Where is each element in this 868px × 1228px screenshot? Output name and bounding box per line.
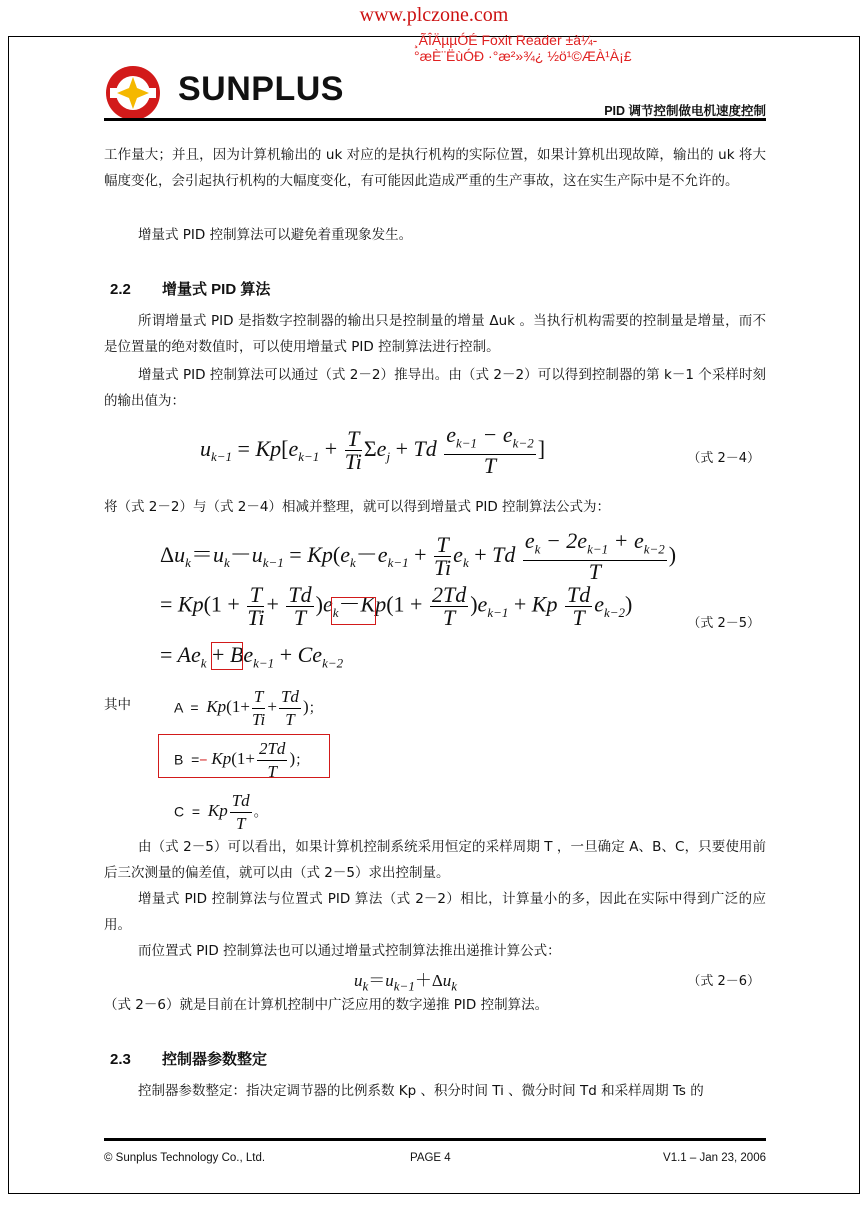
doc-title: PID 调节控制做电机速度控制 bbox=[604, 104, 766, 118]
section-heading bbox=[110, 278, 270, 299]
paragraph: 增量式 PID 控制算法与位置式 PID 算法（式 2－2）相比，计算量小的多，因此在实际中得到广泛的应用。 bbox=[104, 891, 766, 933]
section-number: 2.2 bbox=[110, 281, 131, 298]
paragraph: 将（式 2－2）与（式 2－4）相减并整理，就可以得到增量式 PID 控制算法公式为： bbox=[104, 499, 611, 515]
foxit-watermark: ¸ÃÎÄµµÓÉ Foxit Reader ±à¼ °æÈ¨ËùÓÐ ·°æ²»¾¿ ½ö¹©ÆÀ¹À¡£ bbox=[414, 32, 632, 64]
paragraph: 增量式 PID 控制算法可以避免着重现象发生。 bbox=[138, 227, 413, 243]
coef-c: C = Kp $\frac{Td}{T}$ 。 bbox=[174, 791, 268, 833]
section-title: 增量式 PID 算法 bbox=[162, 281, 271, 298]
coef-a: A = Kp(1+ $\frac{T}{Ti}$ + $\frac{Td}{T}$ )； bbox=[174, 687, 323, 729]
footer-page: PAGE 4 bbox=[410, 1152, 451, 1164]
equation-2-4: $u_{k-1} = Kp[e_{k-1}$ + $\frac{T}{Ti}$ $\Sigma e_j + Td$ $\frac{e_{k-1} - e_{k-2}}{T}$ ] bbox=[200, 422, 546, 479]
footer-rule bbox=[104, 1138, 766, 1141]
paragraph: （式 2－6）就是目前在计算机控制中广泛应用的数字递推 PID 控制算法。 bbox=[104, 997, 549, 1013]
paragraph: 而位置式 PID 控制算法也可以通过增量式控制算法推出递推计算公式： bbox=[138, 943, 561, 959]
equation-2-6: $u_k=u_{k-1}+\Delta u_k$ bbox=[354, 971, 458, 994]
where-label: 其中 bbox=[104, 697, 131, 713]
footer-copyright: © Sunplus Technology Co., Ltd. bbox=[104, 1152, 266, 1164]
equation-2-5-line3: = $Ae_k + Be_{k-1} + Ce_{k-2}$ bbox=[160, 642, 344, 671]
paragraph: 控制器参数整定：指决定调节器的比例系数 Kp 、积分时间 Ti 、微分时间 Td 和采样周期 Ts 的 bbox=[138, 1083, 704, 1099]
equation-label: （式 2－5） bbox=[687, 616, 760, 631]
paragraph: 由（式 2－5）可以看出，如果计算机控制系统采用恒定的采样周期 T ，一旦确定 A、B、C，只要使用前后三次测量的偏差值，就可以由（式 2－5）求出控制量。 bbox=[104, 839, 766, 881]
paragraph: 工作量大；并且，因为计算机输出的 uk 对应的是执行机构的实际位置，如果计算机出现故障，输出的 uk 将大幅度变化，会引起执行机构的大幅度变化，有可能因此造成严重的生产事故，这在实生产际中是不允许的。 bbox=[104, 147, 766, 189]
highlight-box bbox=[211, 642, 243, 670]
footer-version: V1.1 – Jan 23, 2006 bbox=[663, 1152, 766, 1164]
equation-2-5-line1: $\Delta u_k=u_k-u_{k-1} = Kp(e_k-e_{k-1}$ + $\frac{T}{Ti}$ $e_k + Td$ $\frac{e_k - 2e_{k-1} + e_{k-2}}{T}$ ) bbox=[160, 528, 677, 585]
equation-label: （式 2－4） bbox=[687, 451, 760, 466]
watermark-url: www.plczone.com bbox=[359, 4, 509, 26]
equation-2-5-line2: = Kp(1 + $\frac{T}{Ti}$ + $\frac{Td}{T}$ )$e_k-Kp(1$ + $\frac{2Td}{T}$ )$e_{k-1} + Kp$ $\frac{Td}{T}$ $e_{k-2}$) bbox=[160, 582, 633, 630]
section-heading bbox=[110, 1048, 267, 1069]
section-title: 控制器参数整定 bbox=[162, 1051, 268, 1068]
header-rule bbox=[104, 118, 766, 121]
paragraph: 所谓增量式 PID 是指数字控制器的输出只是控制量的增量 Δuk 。当执行机构需要的控制量是增量，而不是位置量的绝对数值时，可以使用增量式 PID 控制算法进行控制。 bbox=[104, 313, 766, 355]
equation-label: （式 2－6） bbox=[687, 974, 760, 989]
brand-name: SUNPLUS bbox=[178, 70, 344, 108]
highlight-box bbox=[331, 597, 376, 625]
section-number: 2.3 bbox=[110, 1051, 131, 1068]
coef-b: B =− Kp(1+ $\frac{2Td}{T}$ )； bbox=[174, 739, 310, 781]
sunplus-logo-icon bbox=[104, 64, 162, 122]
paragraph: 增量式 PID 控制算法可以通过（式 2－2）推导出。由（式 2－2）可以得到控制器的第 k－1 个采样时刻的输出值为： bbox=[104, 367, 766, 409]
